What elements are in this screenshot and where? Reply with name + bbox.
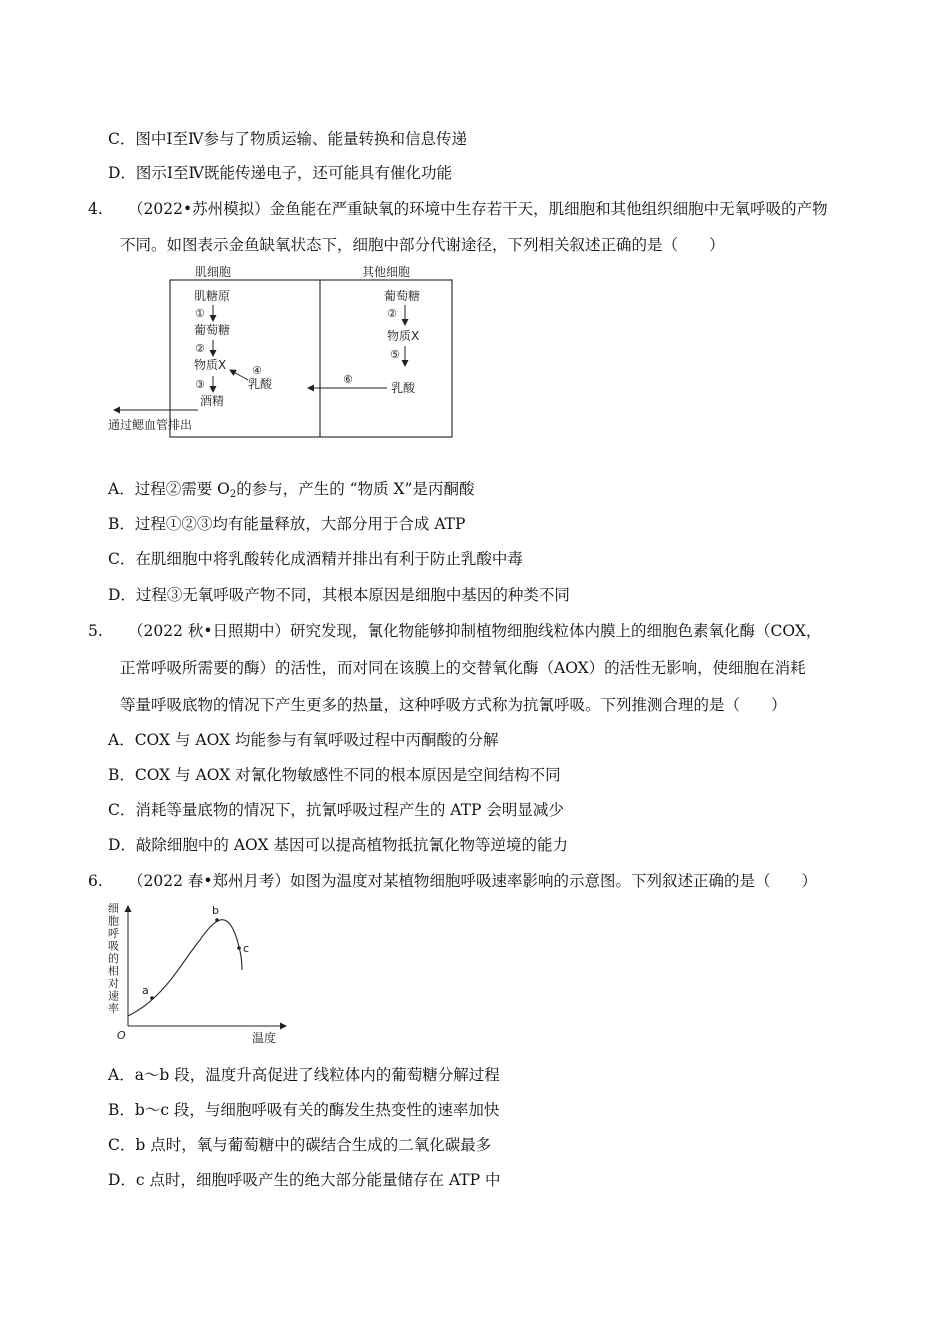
lactate-left-label: 乳酸 <box>248 377 273 391</box>
step-3-label: ③ <box>195 378 205 391</box>
arrow-step-4 <box>230 370 248 380</box>
step-5-label: ⑤ <box>390 348 400 361</box>
origin-label: O <box>117 1029 126 1042</box>
y-axis-label-char: 速 <box>108 989 119 1003</box>
substance-x-left-label: 物质X <box>194 358 227 372</box>
q6-number: 6. <box>88 872 103 890</box>
step-2-left-label: ② <box>195 342 205 355</box>
muscle-cell-title: 肌细胞 <box>195 265 232 279</box>
y-axis-label-char: 率 <box>108 1002 119 1015</box>
point-a-label: a <box>142 984 149 997</box>
point-b-label: b <box>212 904 219 917</box>
y-axis-label-char: 呼 <box>108 927 119 940</box>
step-4-label: ④ <box>252 364 262 377</box>
step-6-label: ⑥ <box>343 373 353 386</box>
q5-number: 5. <box>88 622 103 640</box>
q5-stem-line2: 正常呼吸所需要的酶）的活性，而对同在该膜上的交替氧化酶（AOX）的活性无影响，使细胞在消耗 <box>120 659 806 677</box>
y-axis-label-char: 相 <box>108 964 119 978</box>
q4-number: 4. <box>88 200 103 218</box>
step-1-label: ① <box>195 307 205 320</box>
q6-stem-line1: （2022 春•郑州月考）如图为温度对某植物细胞呼吸速率影响的示意图。下列叙述正确的是（ ） <box>128 872 818 890</box>
q4-option-c: C．在肌细胞中将乳酸转化成酒精并排出有利于防止乳酸中毒 <box>108 550 523 568</box>
q3-option-c: C．图中Ⅰ至Ⅳ参与了物质运输、能量转换和信息传递 <box>108 130 467 148</box>
q4-stem-line1: （2022•苏州模拟）金鱼能在严重缺氧的环境中生存若干天，肌细胞和其他组织细胞中无氧呼吸的产物 <box>128 200 828 218</box>
q6-option-d: D．c 点时，细胞呼吸产生的绝大部分能量储存在 ATP 中 <box>108 1171 501 1189</box>
q3-option-d: D．图示Ⅰ至Ⅳ既能传递电子，还可能具有催化功能 <box>108 164 453 182</box>
substance-x-right-label: 物质X <box>387 329 420 343</box>
q6-temperature-graph <box>100 898 300 1048</box>
point-b-marker <box>215 918 219 922</box>
ethanol-label: 酒精 <box>200 394 225 408</box>
q5-option-b: B．COX 与 AOX 对氰化物敏感性不同的根本原因是空间结构不同 <box>108 766 561 784</box>
y-axis-label-char: 胞 <box>108 914 119 928</box>
q6-option-c: C．b 点时，氧与葡萄糖中的碳结合生成的二氧化碳最多 <box>108 1136 492 1154</box>
q5-stem-line1: （2022 秋•日照期中）研究发现，氰化物能够抑制植物细胞线粒体内膜上的细胞色素氧化酶（COX， <box>128 622 822 640</box>
y-axis-label-char: 对 <box>108 977 119 990</box>
step-2-right-label: ② <box>387 307 397 320</box>
q5-option-d: D．敲除细胞中的 AOX 基因可以提高植物抵抗氰化物等逆境的能力 <box>108 836 568 854</box>
q5-stem-line3: 等量呼吸底物的情况下产生更多的热量，这种呼吸方式称为抗氰呼吸。下列推测合理的是（ ） <box>120 696 787 714</box>
q4-option-d: D．过程③无氧呼吸产物不同，其根本原因是细胞中基因的种类不同 <box>108 586 570 604</box>
q6-option-a: A．a～b 段，温度升高促进了线粒体内的葡萄糖分解过程 <box>108 1066 500 1084</box>
y-axis-label-char: 细 <box>108 902 119 915</box>
exit-label: 通过鳃血管排出 <box>108 418 193 432</box>
q5-option-a: A．COX 与 AOX 均能参与有氧呼吸过程中丙酮酸的分解 <box>108 731 499 749</box>
glucose-right-label: 葡萄糖 <box>384 289 421 303</box>
y-axis-label-char: 吸 <box>108 939 119 953</box>
point-c-label: c <box>243 942 250 955</box>
y-axis-label-char: 的 <box>108 952 119 965</box>
point-c-marker <box>237 946 241 950</box>
respiration-rate-curve <box>128 920 242 1016</box>
y-axis-label <box>108 902 119 1015</box>
q4-option-b: B．过程①②③均有能量释放，大部分用于合成 ATP <box>108 515 466 533</box>
point-a-marker <box>150 996 154 1000</box>
q5-option-c: C．消耗等量底物的情况下，抗氰呼吸过程产生的 ATP 会明显减少 <box>108 801 564 819</box>
q4-metabolism-diagram <box>100 262 460 440</box>
q4-option-a: A．过程②需要 $O_2$的参与，产生的 “物质 X”是丙酮酸 <box>108 480 475 500</box>
lactate-right-label: 乳酸 <box>391 381 416 395</box>
x-axis-label: 温度 <box>252 1031 277 1045</box>
q6-option-b: B．b～c 段，与细胞呼吸有关的酶发生热变性的速率加快 <box>108 1101 500 1119</box>
q4-stem-line2: 不同。如图表示金鱼缺氧状态下，细胞中部分代谢途径，下列相关叙述正确的是（ ） <box>120 236 725 254</box>
other-cell-title: 其他细胞 <box>362 265 411 279</box>
glucose-left-label: 葡萄糖 <box>194 323 231 337</box>
glycogen-label: 肌糖原 <box>194 289 231 303</box>
